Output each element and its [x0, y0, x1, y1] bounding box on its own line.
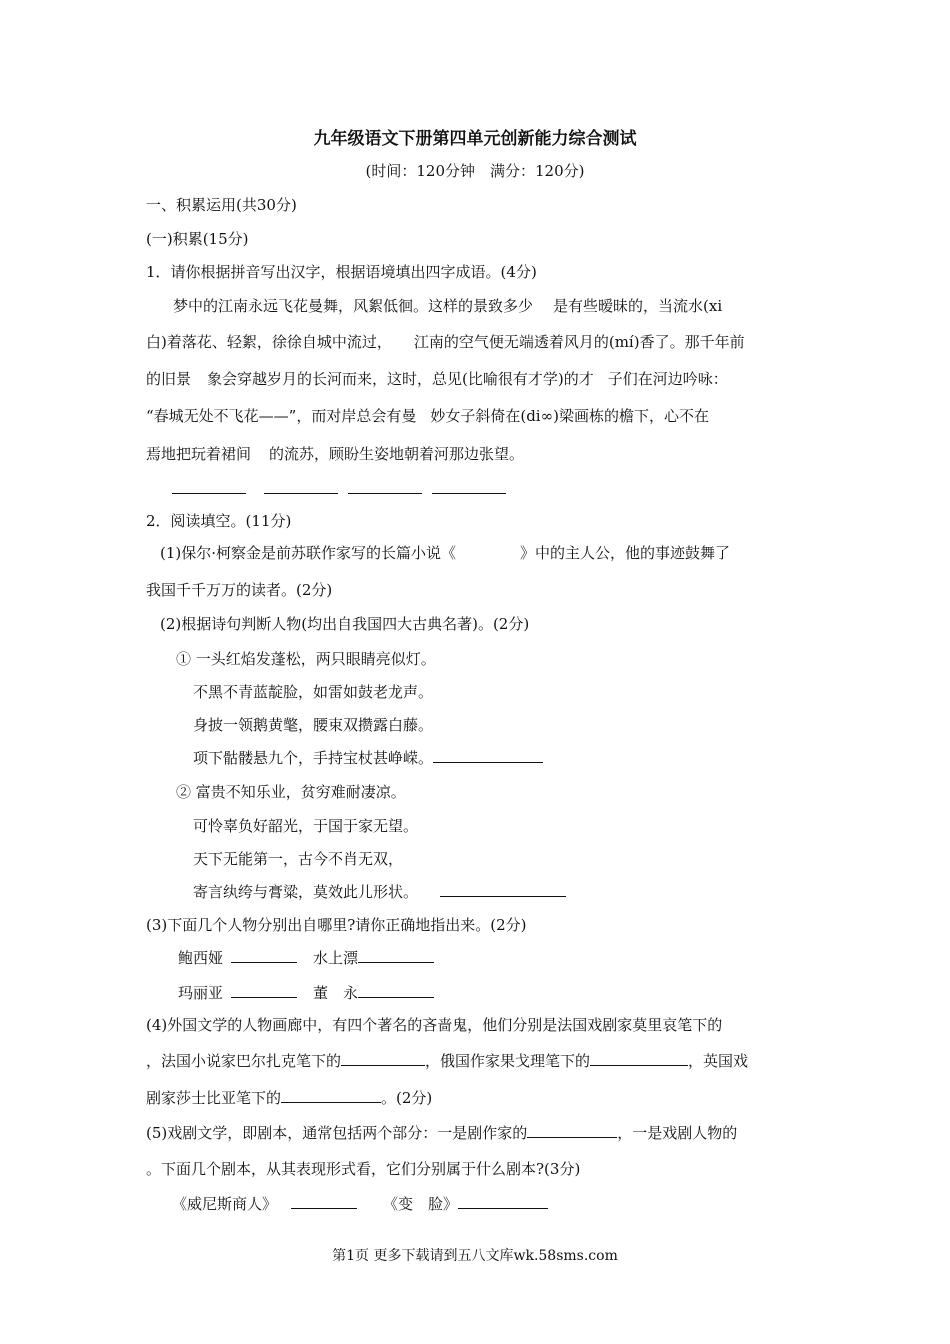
passage-text: 梦中的江南永远飞花曼舞，风絮低徊。这样的景致多少	[173, 297, 534, 315]
sub-question-5-line-2: 。下面几个剧本，从其表现形式看，它们分别属于什么剧本?(3分)	[146, 1160, 581, 1178]
passage-text: “春城无处不飞花——”，而对岸总会有曼	[146, 407, 417, 425]
poem-line: 天下无能第一，古今不肖无双，	[193, 850, 404, 868]
sub-question-4: (4)外国文学的人物画廊中，有四个著名的吝啬鬼，他们分别是法国戏剧家莫里哀笔下的	[146, 1016, 723, 1034]
document-title: 九年级语文下册第四单元创新能力综合测试	[313, 129, 637, 149]
subsection-heading: (一)积累(15分)	[146, 230, 249, 248]
passage-text: 焉地把玩着裙间	[146, 445, 252, 463]
poem-line: 可怜辜负好韶光，于国于家无望。	[193, 817, 419, 835]
play-title: 《变 脸》	[383, 1195, 459, 1213]
character-name: 鲍西娅	[178, 949, 224, 967]
passage-text: 白)着落花、轻絮，徐徐自城中流过，	[146, 333, 392, 351]
question-text: (5)戏剧文学，即剧本，通常包括两个部分：一是剧作家的	[146, 1124, 528, 1142]
play-row	[172, 1193, 548, 1215]
passage-text: 的旧景	[146, 370, 192, 388]
sub-question-3: (3)下面几个人物分别出自哪里?请你正确地指出来。(2分)	[146, 916, 527, 934]
question-text: 剧家莎士比亚笔下的	[146, 1089, 282, 1107]
answer-blank[interactable]	[590, 1051, 688, 1066]
answer-blank[interactable]	[291, 1194, 357, 1209]
sub-question-1	[160, 542, 730, 564]
passage-line-1	[173, 295, 722, 317]
sub-question-1-cont: 我国千千万万的读者。(2分)	[146, 581, 333, 599]
character-row	[178, 947, 434, 969]
exam-info: (时间：120分钟 满分：120分)	[365, 162, 585, 180]
answer-blank[interactable]	[358, 948, 434, 963]
answer-blank[interactable]	[231, 983, 297, 998]
character-name: 水上漂	[313, 949, 359, 967]
answer-blank[interactable]	[281, 1088, 381, 1103]
question-text: (1)保尔·柯察金是前苏联作家写的长篇小说《	[160, 544, 457, 562]
passage-text: 是有些暧昧的，当流水(xi	[553, 297, 723, 315]
passage-text: 江南的空气便无端透着风月的(mí)香了。那千年前	[413, 333, 745, 351]
sub-question-4-line-2	[146, 1050, 748, 1072]
section-heading: 一、积累运用(共30分)	[146, 196, 297, 214]
poem-line: 身披一领鹅黄氅，腰束双攒露白藤。	[193, 716, 434, 734]
passage-text: 象会穿越岁月的长河而来，这时，总见(比喻很有才学)的才	[207, 370, 594, 388]
poem-line: ① 一头红焰发蓬松，两只眼睛亮似灯。	[176, 650, 436, 668]
passage-text: 子们在河边吟咏：	[607, 370, 728, 388]
poem-line	[193, 747, 543, 769]
sub-question-5	[146, 1122, 737, 1144]
question-text: ，一是戏剧人物的	[617, 1124, 738, 1142]
sub-question-4-line-3	[146, 1087, 432, 1109]
character-name: 董 永	[313, 984, 359, 1002]
question-2-stem: 2．阅读填空。(11分)	[146, 512, 292, 530]
question-text: ，英国戏	[688, 1052, 749, 1070]
page-footer: 第1页 更多下载请到五八文库wk.58sms.com	[332, 1248, 618, 1264]
answer-blank[interactable]	[458, 1194, 548, 1209]
passage-line-4	[146, 405, 709, 427]
question-1-stem: 1．请你根据拼音写出汉字，根据语境填出四字成语。(4分)	[146, 263, 537, 281]
answer-blank[interactable]	[264, 493, 338, 494]
sub-question-2: (2)根据诗句判断人物(均出自我国四大古典名著)。(2分)	[160, 615, 530, 633]
passage-line-2	[146, 331, 745, 353]
answer-blank[interactable]	[341, 1051, 425, 1066]
character-name: 玛丽亚	[178, 984, 224, 1002]
answer-blank[interactable]	[358, 983, 434, 998]
answer-blank[interactable]	[348, 493, 422, 494]
poem-line	[193, 881, 566, 903]
answer-blank[interactable]	[440, 882, 566, 897]
poem-line: ② 富贵不知乐业，贫穷难耐凄凉。	[176, 783, 406, 801]
poem-text: 寄言纨绔与膏粱，莫效此儿形状。	[193, 883, 419, 901]
play-title: 《威尼斯商人》	[172, 1195, 278, 1213]
question-text: 。(2分)	[381, 1089, 433, 1107]
passage-text: 妙女子斜倚在(di∞)梁画栋的檐下，心不在	[430, 407, 709, 425]
passage-line-3	[146, 368, 728, 390]
answer-blank[interactable]	[231, 948, 297, 963]
answer-blank[interactable]	[172, 493, 246, 494]
passage-line-5	[146, 443, 524, 465]
answer-blank[interactable]	[433, 748, 543, 763]
question-text: 》中的主人公，他的事迹鼓舞了	[520, 544, 731, 562]
question-text: ，法国小说家巴尔扎克笔下的	[146, 1052, 342, 1070]
character-row	[178, 982, 434, 1004]
poem-text: 项下骷髅悬九个，手持宝杖甚峥嵘。	[193, 749, 434, 767]
answer-blank[interactable]	[527, 1123, 617, 1138]
passage-text: 的流苏，顾盼生姿地朝着河那边张望。	[269, 445, 525, 463]
poem-line: 不黑不青蓝靛脸，如雷如鼓老龙声。	[193, 683, 434, 701]
answer-blank[interactable]	[432, 493, 506, 494]
question-text: ，俄国作家果戈理笔下的	[425, 1052, 591, 1070]
